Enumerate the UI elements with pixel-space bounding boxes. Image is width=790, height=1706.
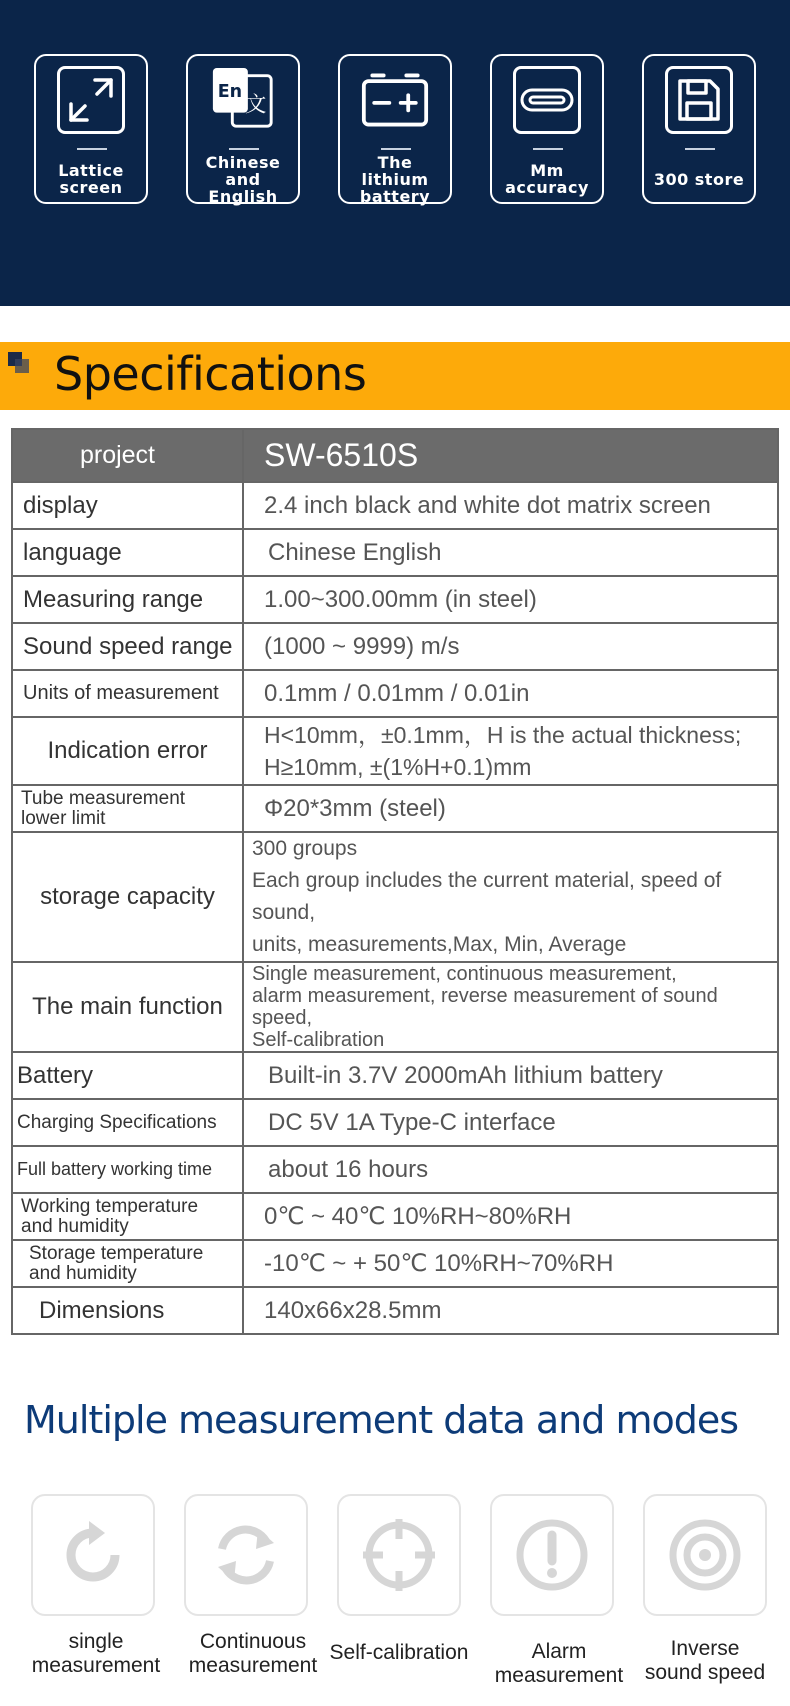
feature-divider xyxy=(533,148,563,150)
table-row xyxy=(12,962,778,1052)
mode-card-alarm xyxy=(490,1494,614,1616)
mode-label-continuous: Continuous measurement xyxy=(188,1630,318,1677)
table-row xyxy=(12,576,778,623)
expand-arrows-icon xyxy=(57,66,125,134)
battery-icon xyxy=(361,66,429,134)
feature-divider xyxy=(77,148,107,150)
mode-card-continuous xyxy=(184,1494,308,1616)
spec-value: Chinese English xyxy=(243,529,778,576)
table-row xyxy=(12,529,778,576)
feature-label: Mm accuracy xyxy=(505,161,589,197)
spec-key: Battery xyxy=(12,1052,243,1099)
alert-icon xyxy=(512,1515,592,1595)
mode-label-single: single measurement xyxy=(31,1630,161,1677)
table-row xyxy=(12,832,778,962)
mode-card-self-calibration xyxy=(337,1494,461,1616)
spec-key: Dimensions xyxy=(12,1287,243,1334)
mode-card-single xyxy=(31,1494,155,1616)
feature-card-mm-accuracy xyxy=(490,54,604,204)
modes-title: Multiple measurement data and modes xyxy=(24,1398,739,1442)
refresh-icon xyxy=(204,1515,288,1595)
spec-value: Φ20*3mm (steel) xyxy=(243,785,778,832)
spec-value: 0℃ ~ 40℃ 10%RH~80%RH xyxy=(243,1193,778,1240)
feature-card-lattice-screen xyxy=(34,54,148,204)
spec-value: -10℃ ~ + 50℃ 10%RH~70%RH xyxy=(243,1240,778,1287)
spec-key: Sound speed range xyxy=(12,623,243,670)
table-row xyxy=(12,1240,778,1287)
table-row xyxy=(12,1193,778,1240)
table-header-row xyxy=(12,429,778,482)
spec-value: Single measurement, continuous measurement, alarm measurement, reverse measurement of sound speed, Self-calibration xyxy=(243,962,778,1052)
spec-key: The main function xyxy=(12,962,243,1052)
feature-divider xyxy=(685,148,715,150)
spec-value: 300 groups Each group includes the current material, speed of sound, units, measurements,Max, Min, Average xyxy=(243,832,778,962)
feature-divider xyxy=(381,148,411,150)
spec-value: H<10mm，±0.1mm，H is the actual thickness; H≥10mm, ±(1%H+0.1)mm xyxy=(243,717,778,785)
mode-card-inverse-sound-speed xyxy=(643,1494,767,1616)
feature-label: 300 store xyxy=(653,169,745,189)
language-icon-en: En xyxy=(217,82,243,103)
target-icon xyxy=(665,1515,745,1595)
feature-card-chinese-english xyxy=(186,54,300,204)
table-row xyxy=(12,1052,778,1099)
table-row xyxy=(12,670,778,717)
feature-card-lithium-battery xyxy=(338,54,452,204)
spec-value: (1000 ~ 9999) m/s xyxy=(243,623,778,670)
spec-value: about 16 hours xyxy=(243,1146,778,1193)
spec-key: storage capacity xyxy=(12,832,243,962)
table-row xyxy=(12,1287,778,1334)
feature-card-300-store xyxy=(642,54,756,204)
feature-divider xyxy=(229,148,259,150)
spec-value: 140x66x28.5mm xyxy=(243,1287,778,1334)
feature-label: The lithium battery xyxy=(359,152,431,206)
spec-key: Units of measurement xyxy=(12,670,243,717)
header-square-shadow-icon xyxy=(15,359,29,373)
rotate-cw-icon xyxy=(53,1515,133,1595)
spec-value: Built-in 3.7V 2000mAh lithium battery xyxy=(243,1052,778,1099)
usb-c-icon xyxy=(513,66,581,134)
spec-key: Indication error xyxy=(12,717,243,785)
feature-label: Chinese and English xyxy=(205,152,281,206)
feature-banner xyxy=(0,0,790,306)
spec-key: Working temperature and humidity xyxy=(12,1193,243,1240)
language-icon-zh: 文 xyxy=(244,92,267,118)
mode-label-inverse-sound-speed: Inverse sound speed xyxy=(644,1637,766,1684)
spec-value: DC 5V 1A Type-C interface xyxy=(243,1099,778,1146)
mode-label-self-calibration: Self-calibration xyxy=(329,1641,469,1664)
table-row xyxy=(12,482,778,529)
floppy-disk-icon xyxy=(665,66,733,134)
spec-key: Charging Specifications xyxy=(12,1099,243,1146)
spec-value: 2.4 inch black and white dot matrix screen xyxy=(243,482,778,529)
table-row xyxy=(12,717,778,785)
table-row xyxy=(12,785,778,832)
table-row xyxy=(12,1099,778,1146)
table-row xyxy=(12,1146,778,1193)
spec-value: 0.1mm / 0.01mm / 0.01in xyxy=(243,670,778,717)
language-icon xyxy=(209,66,277,134)
spec-key: display xyxy=(12,482,243,529)
table-row xyxy=(12,623,778,670)
spec-key: Measuring range xyxy=(12,576,243,623)
spec-key: language xyxy=(12,529,243,576)
specifications-header xyxy=(0,342,790,410)
table-header-model: SW-6510S xyxy=(243,429,778,482)
table-header-key: project xyxy=(12,429,243,482)
specifications-table xyxy=(11,428,779,1335)
spec-key: Full battery working time xyxy=(12,1146,243,1193)
mode-label-alarm: Alarm measurement xyxy=(494,1640,624,1687)
spec-key: Storage temperature and humidity xyxy=(12,1240,243,1287)
spec-key: Tube measurement lower limit xyxy=(12,785,243,832)
feature-label: Lattice screen xyxy=(58,161,124,197)
specifications-title: Specifications xyxy=(54,347,367,401)
spec-value: 1.00~300.00mm (in steel) xyxy=(243,576,778,623)
crosshair-icon xyxy=(359,1515,439,1595)
